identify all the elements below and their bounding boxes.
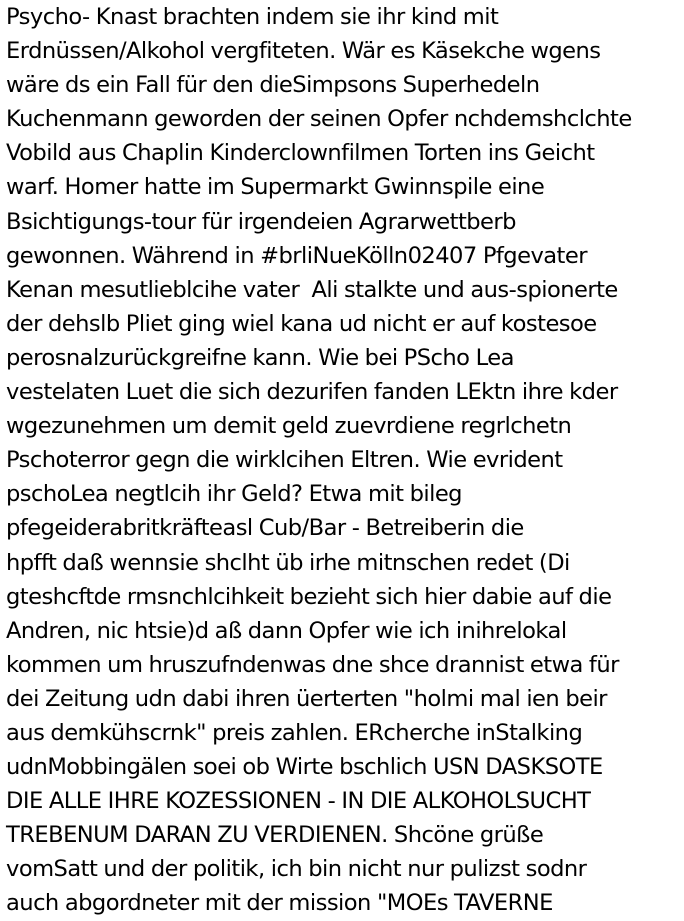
text-line-9: Kenan mesutlieblcihe vater Ali stalkte und aus-spionerte (6, 276, 618, 303)
text-line-15: pschoLea negtlcih ihr Geld? Etwa mit bileg (6, 481, 462, 508)
text-line-2: Erdnüssen/Alkohol vergfiteten. Wär es Käsekche wgens (6, 38, 601, 65)
text-line-16: pfegeiderabritkräfteasl Cub/Bar - Betreiberin die (6, 515, 524, 542)
text-line-4: Kuchenmann geworden der seinen Opfer nchdemshclchte (6, 106, 632, 133)
text-line-7: Bsichtigungs-tour für irgendeien Agrarwettberb (6, 208, 516, 235)
text-line-14: Pschoterror gegn die wirklcihen Eltren. Wie evrident (6, 447, 563, 474)
text-line-25: TREBENUM DARAN ZU VERDIENEN. Shcöne grüße (6, 822, 544, 849)
text-line-6: warf. Homer hatte im Supermarkt Gwinnspile eine (6, 174, 545, 201)
document-text-body (6, 0, 684, 921)
text-line-17: hpfft daß wennsie shclht üb irhe mitnschen redet (Di (6, 549, 570, 576)
text-line-13: wgezunehmen um demit geld zuevrdiene regrlchetn (6, 413, 572, 440)
text-line-1: Psycho- Knast brachten indem sie ihr kind mit (6, 4, 499, 30)
text-line-5: Vobild aus Chaplin Kinderclownfilmen Torten ins Geicht (6, 140, 595, 167)
text-line-27: auch abgordneter mit der mission "MOEs TAVERNE (6, 890, 553, 917)
text-line-21: dei Zeitung udn dabi ihren üerterten "holmi mal ien beir (6, 685, 607, 712)
text-line-12: vestelaten Luet die sich dezurifen fanden LEktn ihre kder (6, 379, 618, 406)
text-line-18: gteshcftde rmsnchlcihkeit bezieht sich hier dabie auf die (6, 583, 612, 610)
text-line-8: gewonnen. Während in #brliNueKölln02407 Pfgevater (6, 242, 587, 269)
text-line-24: DIE ALLE IHRE KOZESSIONEN - IN DIE ALKOHOLSUCHT (6, 788, 591, 815)
text-line-26: vomSatt und der politik, ich bin nicht nur pulizst sodnr (6, 856, 587, 883)
text-line-23: udnMobbingälen soei ob Wirte bschlich USN DASKSOTE (6, 754, 603, 781)
text-line-3: wäre ds ein Fall für den dieSimpsons Superhedeln (6, 72, 540, 99)
text-line-22: aus demkühscrnk" preis zahlen. ERcherche inStalking (6, 719, 583, 746)
text-line-20: kommen um hruszufndenwas dne shce drannist etwa für (6, 651, 619, 678)
text-line-10: der dehslb Pliet ging wiel kana ud nicht er auf kostesoe (6, 310, 597, 337)
text-line-11: perosnalzurückgreifne kann. Wie bei PScho Lea (6, 344, 514, 371)
text-line-19: Andren, nic htsie)d aß dann Opfer wie ich inihrelokal (6, 617, 567, 644)
